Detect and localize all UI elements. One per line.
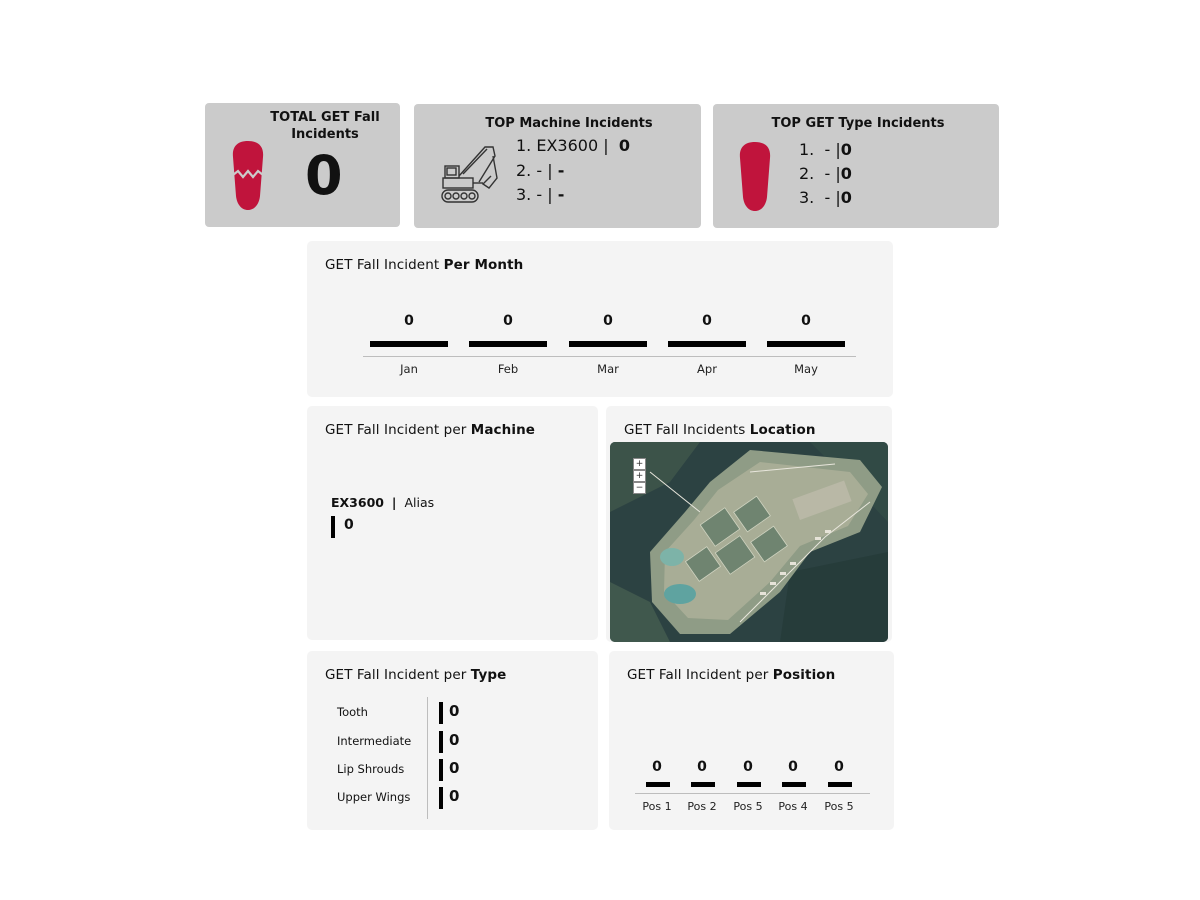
type-value-label: 0 <box>449 759 460 777</box>
month-tick-label: May <box>794 362 818 376</box>
month-value-label: 0 <box>603 313 613 329</box>
type-tick-label: Tooth <box>337 705 368 719</box>
month-value-label: 0 <box>702 313 712 329</box>
type-value-label: 0 <box>449 702 460 720</box>
tooth-broken-icon <box>232 141 264 211</box>
type-bar <box>439 787 443 809</box>
top-type-title: TOP GET Type Incidents <box>771 116 945 131</box>
month-value-label: 0 <box>503 313 513 329</box>
per-machine-title: GET Fall Incident per Machine <box>325 422 536 438</box>
month-value-label: 0 <box>801 313 811 329</box>
machine-bar <box>331 516 335 538</box>
zoom-in-button[interactable]: + <box>633 470 646 482</box>
zoom-in-button[interactable]: + <box>633 458 646 470</box>
position-bar <box>782 782 806 787</box>
top-machine-item: 1. EX3600 | 0 <box>516 136 630 155</box>
zoom-out-button[interactable]: − <box>633 482 646 494</box>
per-position-title: GET Fall Incident per Position <box>627 667 836 683</box>
top-machine-title: TOP Machine Incidents <box>485 116 653 131</box>
month-tick-label: Jan <box>400 362 418 376</box>
per-month-title: GET Fall Incident Per Month <box>325 257 524 273</box>
total-incidents-card <box>205 103 400 227</box>
total-incidents-value: 0 <box>305 144 343 207</box>
month-tick-label: Apr <box>697 362 717 376</box>
month-tick-label: Mar <box>597 362 619 376</box>
type-row <box>307 759 567 781</box>
position-bar <box>828 782 852 787</box>
top-type-item: 3. - |0 <box>799 188 852 207</box>
month-tick-label: Feb <box>497 362 519 376</box>
position-value-label: 0 <box>743 759 753 775</box>
tooth-icon <box>739 142 771 212</box>
month-bar <box>668 341 746 347</box>
position-tick-label: Pos 2 <box>687 800 717 813</box>
type-row <box>307 787 567 809</box>
type-value-label: 0 <box>449 787 460 805</box>
per-type-panel <box>307 651 598 830</box>
machine-label: EX3600 | Alias <box>331 495 435 510</box>
type-row <box>307 702 567 724</box>
per-month-panel <box>307 241 893 397</box>
position-value-label: 0 <box>834 759 844 775</box>
month-bar <box>469 341 547 347</box>
location-title: GET Fall Incidents Location <box>624 422 816 438</box>
per-machine-panel <box>307 406 598 640</box>
position-axis <box>635 793 870 794</box>
type-bar <box>439 702 443 724</box>
month-bar <box>767 341 845 347</box>
type-value-label: 0 <box>449 731 460 749</box>
top-machine-card <box>414 104 701 228</box>
month-axis <box>363 356 856 357</box>
machine-value: 0 <box>344 517 354 533</box>
position-tick-label: Pos 1 <box>642 800 672 813</box>
type-bar <box>439 731 443 753</box>
position-bar <box>737 782 761 787</box>
type-tick-label: Lip Shrouds <box>337 762 405 776</box>
position-bar <box>646 782 670 787</box>
top-type-item: 1. - |0 <box>799 140 852 159</box>
top-machine-item: 2. - | - <box>516 161 565 180</box>
position-value-label: 0 <box>788 759 798 775</box>
position-value-label: 0 <box>697 759 707 775</box>
total-incidents-title: TOTAL GET Fall Incidents <box>270 110 380 142</box>
type-bar <box>439 759 443 781</box>
month-value-label: 0 <box>404 313 414 329</box>
excavator-icon <box>439 144 501 206</box>
top-type-card <box>713 104 999 228</box>
per-type-title: GET Fall Incident per Type <box>325 667 507 683</box>
position-tick-label: Pos 5 <box>733 800 763 813</box>
satellite-map[interactable] <box>610 442 888 642</box>
type-tick-label: Intermediate <box>337 734 412 748</box>
position-tick-label: Pos 4 <box>778 800 808 813</box>
location-panel <box>606 406 892 642</box>
top-type-item: 2. - |0 <box>799 164 852 183</box>
type-tick-label: Upper Wings <box>337 790 411 804</box>
per-position-panel <box>609 651 894 830</box>
position-value-label: 0 <box>652 759 662 775</box>
satellite-map-image <box>610 442 888 642</box>
top-machine-item: 3. - | - <box>516 185 565 204</box>
type-row <box>307 731 567 753</box>
month-bar <box>370 341 448 347</box>
month-bar <box>569 341 647 347</box>
position-tick-label: Pos 5 <box>824 800 854 813</box>
position-bar <box>691 782 715 787</box>
